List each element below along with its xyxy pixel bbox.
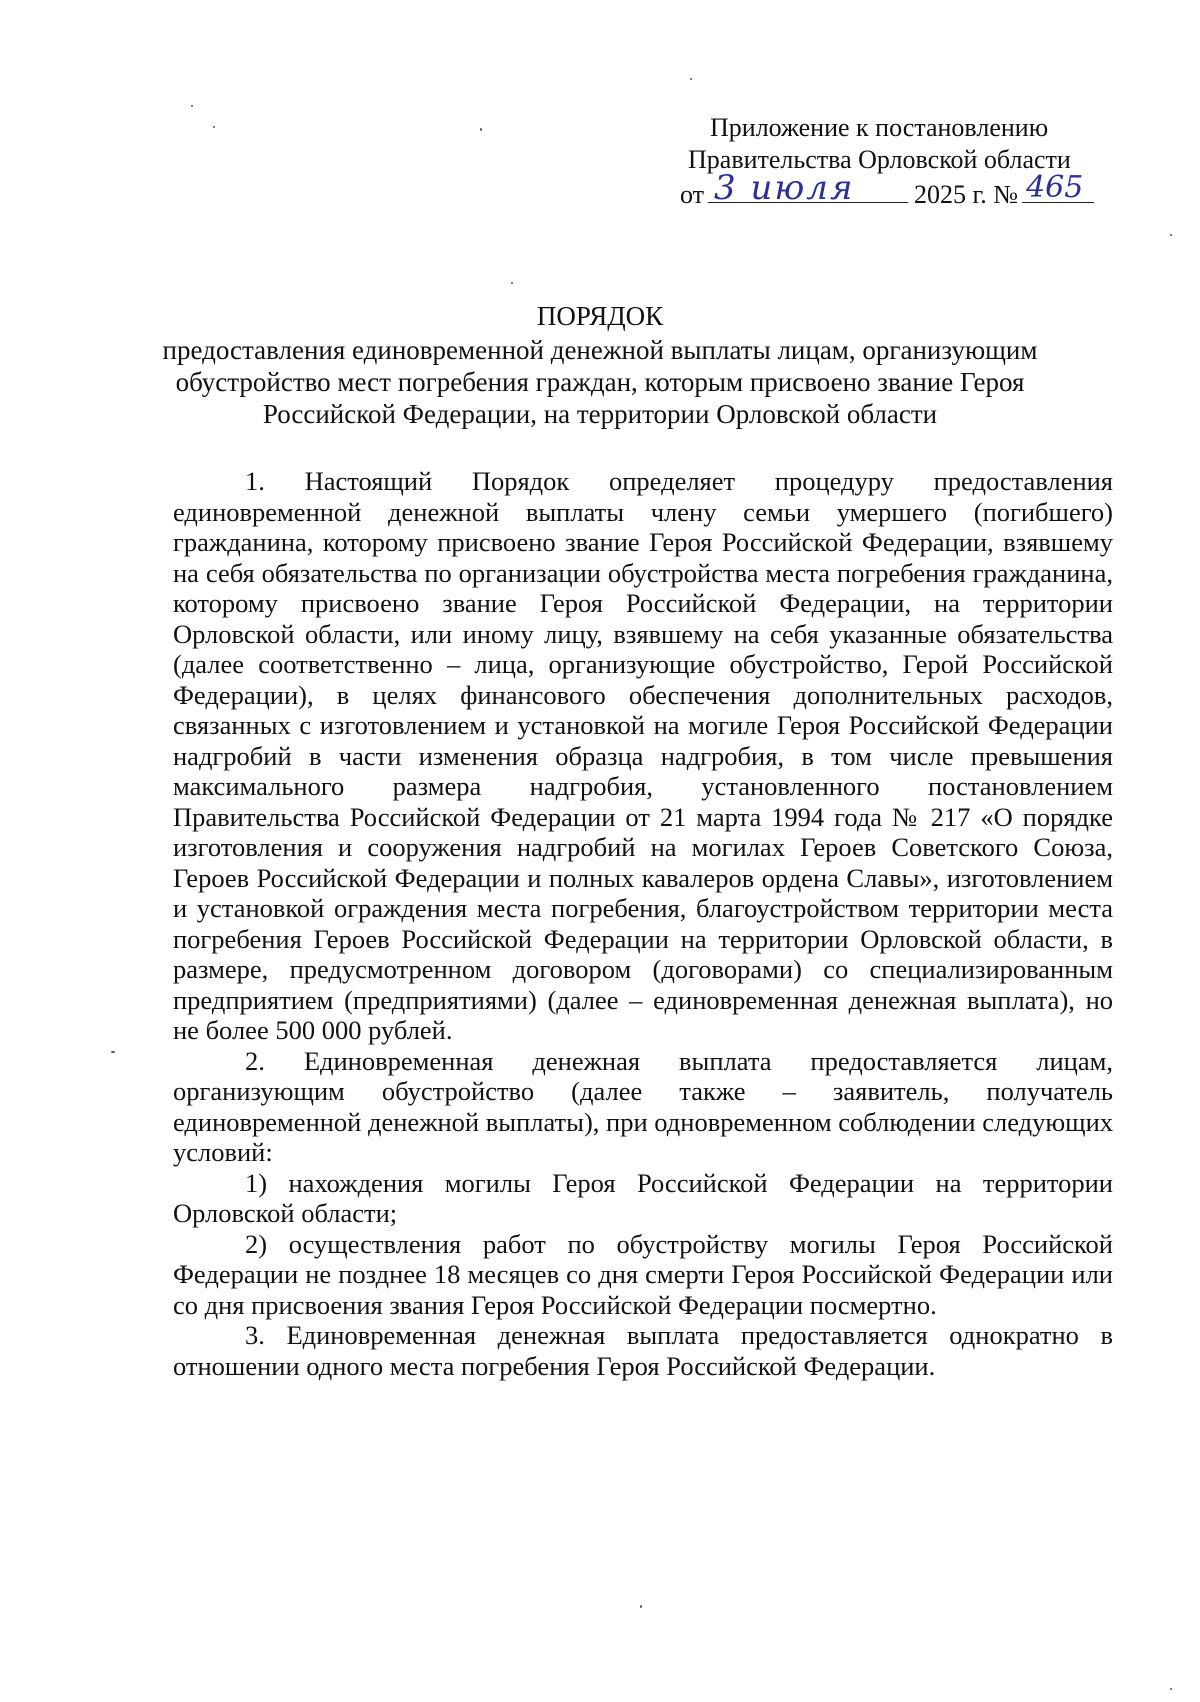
scan-speck [1170, 234, 1172, 236]
scan-speck [690, 78, 692, 80]
date-blank [708, 168, 908, 208]
paragraph-1: 1. Настоящий Порядок определяет процедуру предоставления единовременной денежной выплаты члену семьи умершего (погибшего) гражданина, которому присвоено звание Героя Российской Федерации, взявшему на себя обязательства по организации обустройства места погребения гражданина, которому присвоено звание Героя Российской Федерации, на территории Орловской области, или иному лицу, взявшему на себя указанные обязательства (далее соответственно – лица, организующие обустройство, Герой Российской Федерации), в целях финансового обеспечения дополнительных расходов, связанных с изготовлением и установкой на могиле Героя Российской Федерации надгробий в части изменения образца надгробия, в том числе превышения максимального размера надгробия, установленного постановлением Правительства Российской Федерации от 21 марта 1994 года № 217 «О порядке изготовления и сооружения надгробий на могилах Героев Советского Союза, Героев Российской Федерации и полных кавалеров ордена Славы», изготовлением и установкой ограждения места погребения, благоустройством территории места погребения Героев Российской Федерации на территории Орловской области, в размере, предусмотренном договором (договорами) со специализированным предприятием (предприятиями) (далее – единовременная денежная выплата), но не более 500 000 рублей. [173, 466, 1113, 1045]
number-blank [1022, 170, 1094, 205]
year-and-number-label: 2025 г. № [914, 180, 1019, 209]
appendix-line-1: Приложение к постановлению [710, 113, 1049, 142]
document-title [120, 300, 1080, 430]
title-subtitle: предоставления единовременной денежной выплаты лицам, организующим обустройство мест погребения граждан, которым присвоено звание Героя Российской Федерации, на территории Орловской области [162, 335, 1038, 429]
document-body [173, 466, 1113, 1381]
title-main: ПОРЯДОК [536, 301, 664, 331]
handwritten-date: 3 июля [714, 168, 855, 208]
scan-speck [111, 1051, 115, 1053]
scan-speck [640, 1605, 642, 1608]
scan-speck [480, 128, 482, 131]
paragraph-3: 3. Единовременная денежная выплата предоставляется однократно в отношении одного места погребения Героя Российской Федерации. [173, 1320, 1113, 1381]
paragraph-2: 2. Единовременная денежная выплата предоставляется лицам, организующим обустройство (далее также – заявитель, получатель единовременной денежной выплаты), при одновременном соблюдении следующих условий: [173, 1045, 1113, 1167]
paragraph-2-item-1: 1) нахождения могилы Героя Российской Федерации на территории Орловской области; [173, 1167, 1113, 1228]
date-prefix: от [680, 180, 705, 209]
scan-speck [191, 105, 193, 107]
scan-speck [511, 282, 513, 284]
appendix-line-3 [680, 168, 1150, 211]
appendix-header [680, 112, 1150, 211]
scan-speck [213, 126, 215, 128]
appendix-line-2: Правительства Орловской области [688, 145, 1071, 174]
scan-speck [1170, 1688, 1172, 1690]
handwritten-number: 465 [1026, 170, 1084, 205]
paragraph-2-item-2: 2) осуществления работ по обустройству могилы Героя Российской Федерации не позднее 18 месяцев со дня смерти Героя Российской Федерации или со дня присвоения звания Героя Российской Федерации посмертно. [173, 1228, 1113, 1320]
